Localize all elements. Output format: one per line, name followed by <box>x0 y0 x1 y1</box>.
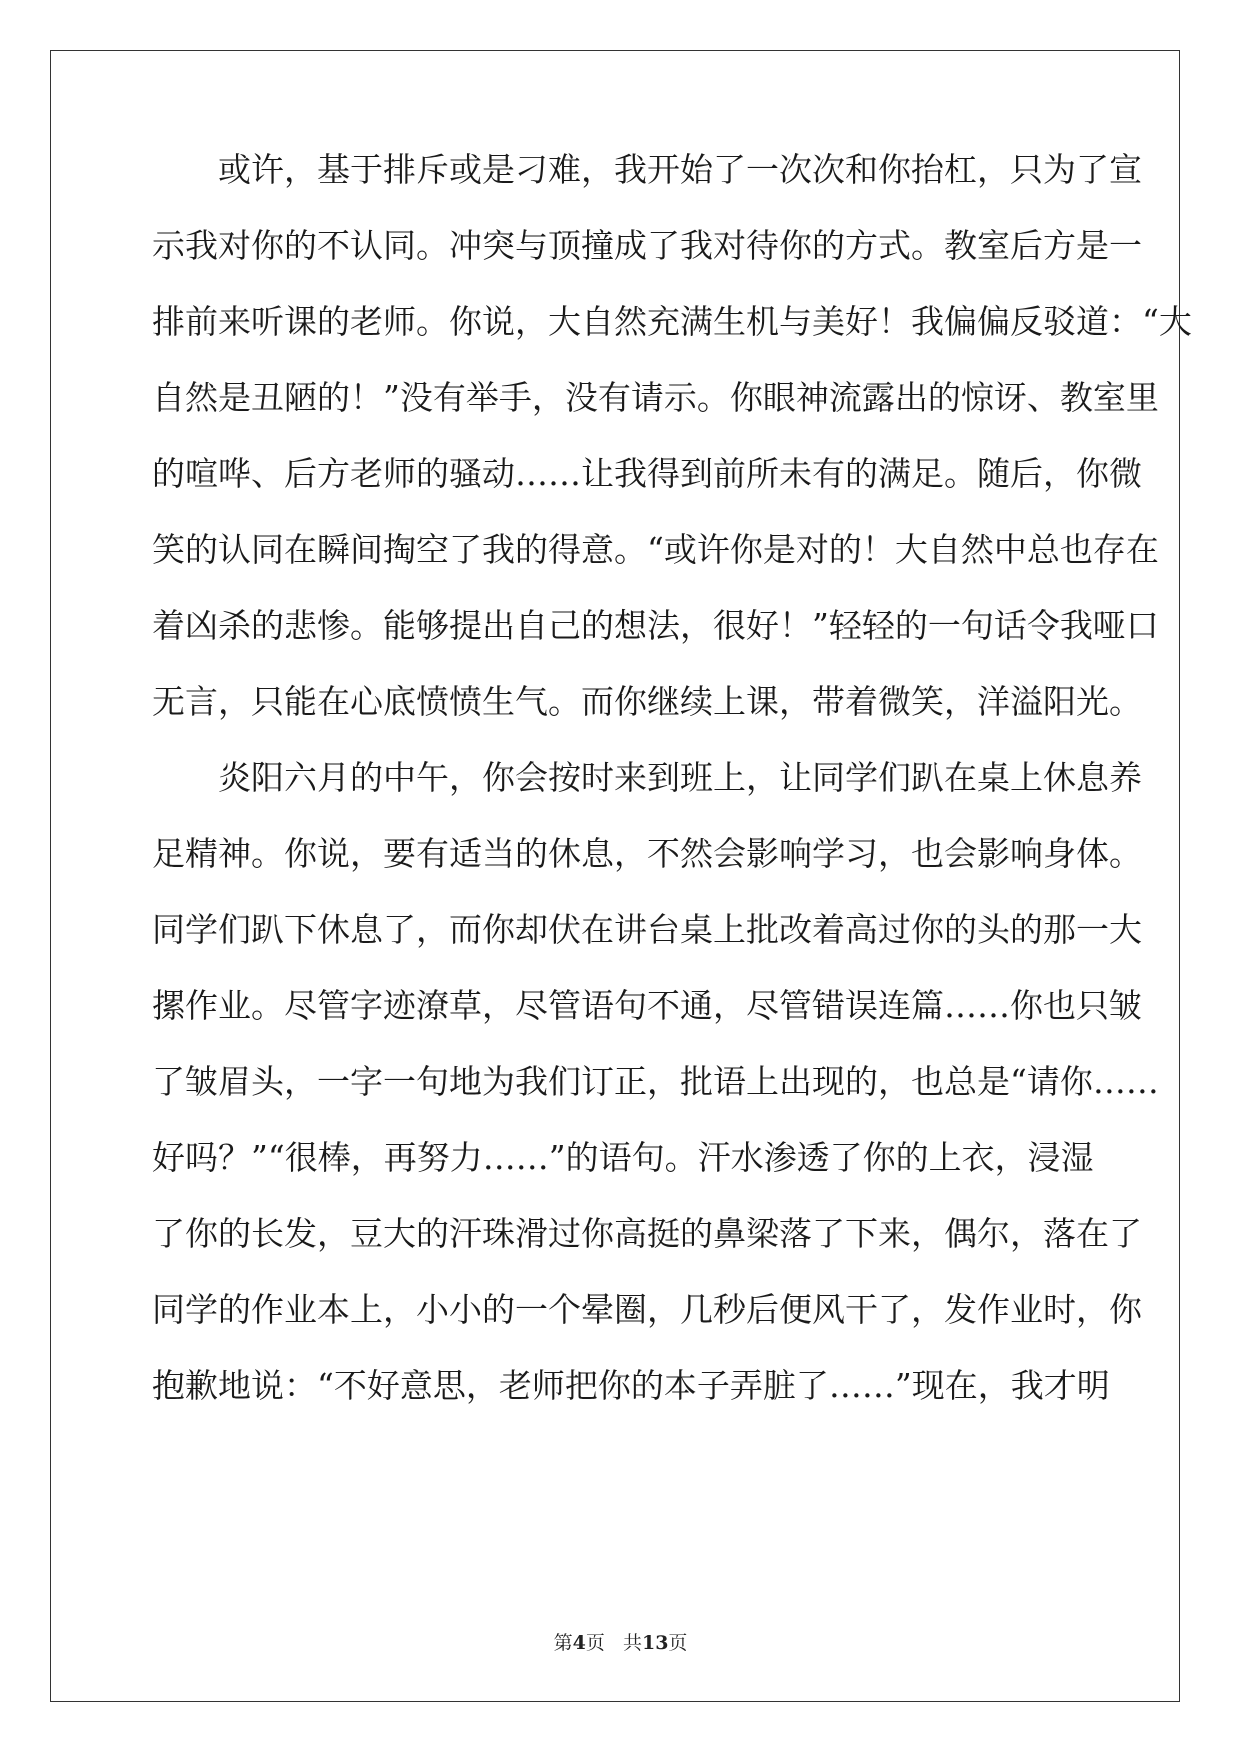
text-line: 着凶杀的悲惨。能够提出自己的想法，很好！”轻轻的一句话令我哑口 <box>152 606 1159 645</box>
total-suffix: 页 <box>668 1632 688 1654</box>
page-number: 4 <box>572 1632 586 1654</box>
page-prefix: 第 <box>553 1632 573 1654</box>
text-line: 同学的作业本上，小小的一个晕圈，几秒后便风干了，发作业时，你 <box>152 1290 1142 1329</box>
text-line: 抱歉地说：“不好意思，老师把你的本子弄脏了……”现在，我才明 <box>152 1366 1110 1405</box>
text-line: 或许，基于排斥或是刁难，我开始了一次次和你抬杠，只为了宣 <box>218 150 1142 189</box>
total-pages: 13 <box>641 1632 669 1654</box>
text-line: 笑的认同在瞬间掏空了我的得意。“或许你是对的！大自然中总也存在 <box>152 530 1159 569</box>
text-line: 了你的长发，豆大的汗珠滑过你高挺的鼻梁落了下来，偶尔，落在了 <box>152 1214 1142 1253</box>
text-line: 无言，只能在心底愤愤生气。而你继续上课，带着微笑，洋溢阳光。 <box>152 682 1142 721</box>
text-line: 摞作业。尽管字迹潦草，尽管语句不通，尽管错误连篇……你也只皱 <box>152 986 1142 1025</box>
text-line: 自然是丑陋的！”没有举手，没有请示。你眼神流露出的惊讶、教室里 <box>152 378 1159 417</box>
page-suffix: 页 <box>585 1632 605 1654</box>
text-line: 的喧哗、后方老师的骚动……让我得到前所未有的满足。随后，你微 <box>152 454 1142 493</box>
page-border <box>50 50 1192 1702</box>
text-line: 好吗？”“很棒，再努力……”的语句。汗水渗透了你的上衣，浸湿 <box>152 1138 1094 1177</box>
text-line: 炎阳六月的中午，你会按时来到班上，让同学们趴在桌上休息养 <box>218 758 1142 797</box>
text-line: 了皱眉头，一字一句地为我们订正，批语上出现的，也总是“请你…… <box>152 1062 1159 1101</box>
text-line: 足精神。你说，要有适当的休息，不然会影响学习，也会影响身体。 <box>152 834 1142 873</box>
page-footer <box>0 1628 1241 1655</box>
text-line: 排前来听课的老师。你说，大自然充满生机与美好！我偏偏反驳道：“大 <box>152 302 1192 341</box>
text-line: 示我对你的不认同。冲突与顶撞成了我对待你的方式。教室后方是一 <box>152 226 1142 265</box>
total-prefix: 共 <box>622 1632 642 1654</box>
text-line: 同学们趴下休息了，而你却伏在讲台桌上批改着高过你的头的那一大 <box>152 910 1142 949</box>
